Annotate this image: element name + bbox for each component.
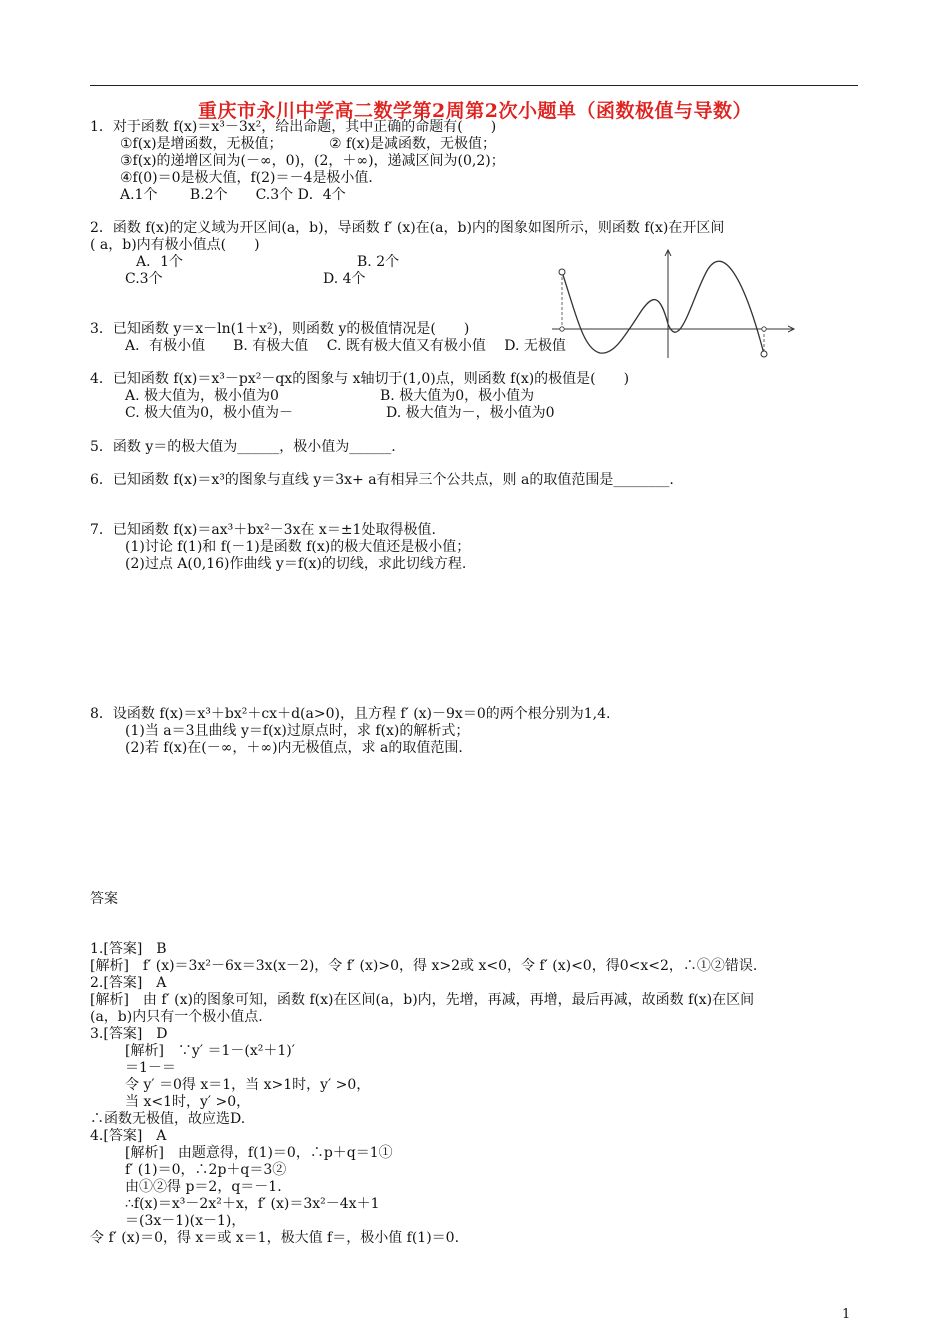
a3-line-5: ∴函数无极值，故应选D.: [90, 1111, 246, 1127]
derivative-graph: [548, 244, 800, 362]
page-title: 重庆市永川中学高二数学第2周第2次小题单（函数极值与导数）: [198, 100, 752, 122]
header-rule: [90, 85, 858, 86]
q1-proposition-1: ①f(x)是增函数，无极值；: [120, 136, 283, 152]
a2-explanation-line1: [解析] 由 f′ (x)的图象可知，函数 f(x)在区间(a，b)内，先增，再减，再增，最后再减，故函数 f(x)在区间: [90, 992, 755, 1008]
a4-line-5: ＝(3x－1)(x－1)，: [125, 1213, 246, 1229]
q7-stem: 7．已知函数 f(x)＝ax³＋bx²－3x在 x＝±1处取得极值.: [90, 522, 436, 538]
a3-answer: 3.[答案] D: [90, 1026, 168, 1042]
a4-line-2: f′ (1)＝0，∴2p＋q＝3②: [125, 1162, 287, 1178]
q4-option-a: A. 极大值为，极小值为0: [125, 388, 279, 404]
q2-option-a: A．1个: [136, 254, 184, 270]
q1-stem: 1．对于函数 f(x)＝x³－3x²，给出命题，其中正确的命题有( ): [90, 119, 497, 135]
q1-proposition-3: ③f(x)的递增区间为(－∞，0)，(2，＋∞)，递减区间为(0,2)；: [120, 153, 505, 169]
page-number: 1: [842, 1307, 851, 1322]
a4-line-4: ∴f(x)＝x³－2x²＋x，f′ (x)＝3x²－4x＋1: [125, 1196, 380, 1212]
derivative-curve: [562, 261, 764, 354]
q1-proposition-2: ② f(x)是减函数，无极值；: [329, 136, 497, 152]
q1-options: A.1个 B.2个 C.3个 D．4个: [120, 187, 346, 203]
q7-part-1: (1)讨论 f(1)和 f(－1)是函数 f(x)的极大值还是极小值；: [125, 539, 471, 555]
q6-stem: 6．已知函数 f(x)＝x³的图象与直线 y＝3x+ a有相异三个公共点，则 a的取值范围是________.: [90, 472, 674, 488]
a3-line-1: [解析] ∵y′ ＝1－(x²＋1)′: [125, 1043, 295, 1059]
q3-stem: 3．已知函数 y＝x－ln(1＋x²)，则函数 y的极值情况是( ): [90, 321, 470, 337]
a-axis-marker: [560, 327, 564, 331]
answers-heading: 答案: [90, 891, 118, 907]
q5-stem: 5．函数 y＝的极大值为______，极小值为______.: [90, 439, 396, 455]
q2-option-d: D. 4个: [323, 271, 366, 287]
q4-option-c: C. 极大值为0，极小值为－: [125, 405, 294, 421]
a4-line-3: 由①②得 p＝2，q＝－1.: [125, 1179, 282, 1195]
q1-proposition-4: ④f(0)＝0是极大值，f(2)＝－4是极小值．: [120, 170, 383, 186]
q2-stem-line1: 2．函数 f(x)的定义域为开区间(a，b)，导函数 f′ (x)在(a，b)内的图象如图所示，则函数 f(x)在开区间: [90, 220, 725, 236]
endpoint-b-open: [761, 351, 767, 357]
q2-option-c: C.3个: [125, 271, 163, 287]
q8-stem: 8．设函数 f(x)＝x³＋bx²＋cx＋d(a>0)，且方程 f′ (x)－9x＝0的两个根分别为1,4.: [90, 706, 611, 722]
a4-line-6: 令 f′ (x)＝0，得 x＝或 x＝1，极大值 f＝，极小值 f(1)＝0.: [90, 1230, 460, 1246]
q4-option-d: D. 极大值为－，极小值为0: [386, 405, 555, 421]
a1-explanation: [解析] f′ (x)＝3x²－6x＝3x(x－2)，令 f′ (x)>0，得 x>2或 x<0，令 f′ (x)<0，得0<x<2，∴①②错误.: [90, 958, 758, 974]
q8-part-1: (1)当 a＝3且曲线 y＝f(x)过原点时，求 f(x)的解析式；: [125, 723, 470, 739]
a4-answer: 4.[答案] A: [90, 1128, 167, 1144]
a3-line-4: 当 x<1时，y′ >0，: [125, 1094, 251, 1110]
q7-part-2: (2)过点 A(0,16)作曲线 y＝f(x)的切线，求此切线方程.: [125, 556, 467, 572]
a1-answer: 1.[答案] B: [90, 941, 167, 957]
a2-explanation-line2: (a，b)内只有一个极小值点.: [90, 1009, 263, 1025]
q4-stem: 4．已知函数 f(x)＝x³－px²－qx的图象与 x轴切于(1,0)点，则函数 f(x)的极值是( ): [90, 371, 630, 387]
endpoint-a-open: [559, 269, 565, 275]
q2-stem-line2: ( a，b)内有极小值点( ): [90, 237, 260, 253]
q8-part-2: (2)若 f(x)在(－∞，＋∞)内无极值点，求 a的取值范围.: [125, 740, 463, 756]
a3-line-2: ＝1－＝: [125, 1060, 176, 1076]
q3-options: A．有极小值 B. 有极大值 C. 既有极大值又有极小值 D. 无极值: [125, 338, 566, 354]
a2-answer: 2.[答案] A: [90, 975, 167, 991]
q2-option-b: B. 2个: [357, 254, 400, 270]
q4-option-b: B. 极大值为0，极小值为: [380, 388, 535, 404]
a3-line-3: 令 y′ ＝0得 x＝1，当 x>1时，y′ >0，: [125, 1077, 371, 1093]
a4-line-1: [解析] 由题意得，f(1)＝0，∴p＋q＝1①: [125, 1145, 393, 1161]
b-axis-marker: [762, 327, 766, 331]
